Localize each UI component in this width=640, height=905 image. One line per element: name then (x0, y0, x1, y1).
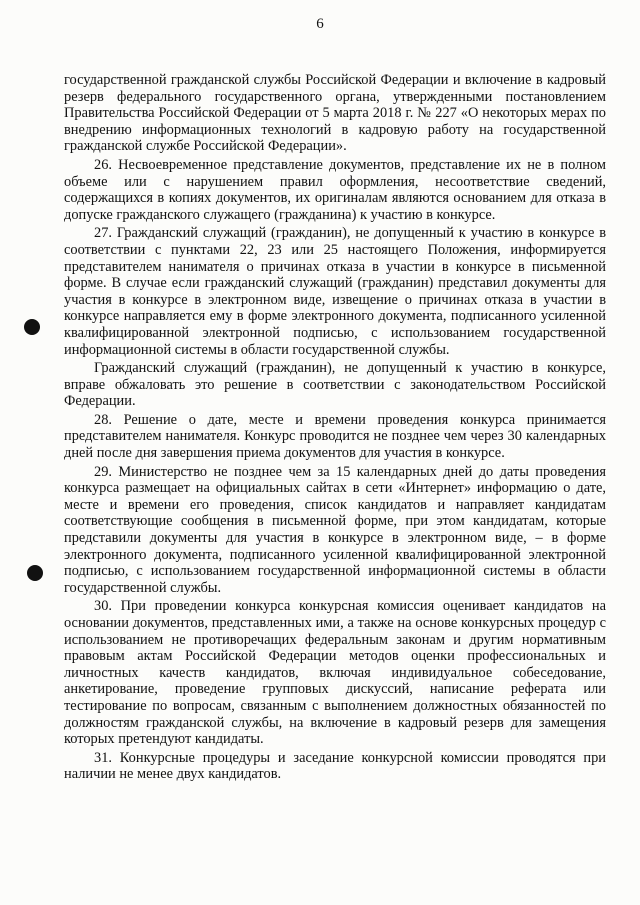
paragraph-30: 30. При проведении конкурса конкурсная комиссия оценивает кандидатов на основании документов, представленных ими, а также на основе конкурсных процедур с использованием не противоречащих федеральным законам и другим нормативным правовым актам Российской Федерации методов оценки профессиональных и личностных качеств кандидатов, включая индивидуальное собеседование, анкетирование, проведение групповых дискуссий, написание реферата или тестирование по вопросам, связанным с выполнением должностных обязанностей по должностям гражданской службы, на включение в кадровый резерв для замещения которых претендуют кандидаты. (64, 598, 606, 748)
paragraph-29: 29. Министерство не позднее чем за 15 календарных дней до даты проведения конкурса размещает на официальных сайтах в сети «Интернет» информацию о дате, месте и времени его проведения, список кандидатов и направляет кандидатам соответствующие сообщения в письменной форме, при этом кандидатам, которые представили документы для участия в конкурсе в электронном виде, – в форме электронного документа, подписанного усиленной квалифицированной электронной подписью, с использованием государственной информационной системы в области государственной службы. (64, 463, 606, 596)
paragraph-26: 26. Несвоевременное представление документов, представление их не в полном объеме или с нарушением правил оформления, несоответствие сведений, содержащихся в копиях документов, их оригиналам являются основанием для отказа в допуске гражданского служащего (гражданина) к участию в конкурсе. (64, 156, 606, 223)
paragraph-continuation: государственной гражданской службы Российской Федерации и включение в кадровый резерв федерального государственного органа, утвержденными постановлением Правительства Российской Федерации от 5 марта 2018 г. № 227 «О некоторых мерах по внедрению информационных технологий в кадровую работу на государственной гражданской службе Российской Федерации». (64, 72, 606, 155)
punch-hole-mark (27, 565, 43, 581)
punch-hole-mark (24, 319, 40, 335)
paragraph-27-appeal: Гражданский служащий (гражданин), не допущенный к участию в конкурсе, вправе обжаловать это решение в соответствии с законодательством Российской Федерации. (64, 360, 606, 410)
document-body (64, 72, 606, 785)
page-number: 6 (316, 16, 324, 32)
paragraph-31: 31. Конкурсные процедуры и заседание конкурсной комиссии проводятся при наличии не менее двух кандидатов. (64, 749, 606, 783)
paragraph-28: 28. Решение о дате, месте и времени проведения конкурса принимается представителем нанимателя. Конкурс проводится не позднее чем через 30 календарных дней после дня завершения приема документов для участия в конкурсе. (64, 411, 606, 462)
paragraph-27: 27. Гражданский служащий (гражданин), не допущенный к участию в конкурсе в соответствии с пунктами 22, 23 или 25 настоящего Положения, информируется представителем нанимателя о причинах отказа в участии в конкурсе в письменной форме. В случае если гражданский служащий (гражданин) представил документы для участия в конкурсе в электронном виде, извещение о причинах отказа в участии в конкурсе направляется ему в форме электронного документа, подписанного усиленной квалифицированной электронной подписью, с использованием государственной информационной системы в области государственной службы. (64, 225, 606, 358)
